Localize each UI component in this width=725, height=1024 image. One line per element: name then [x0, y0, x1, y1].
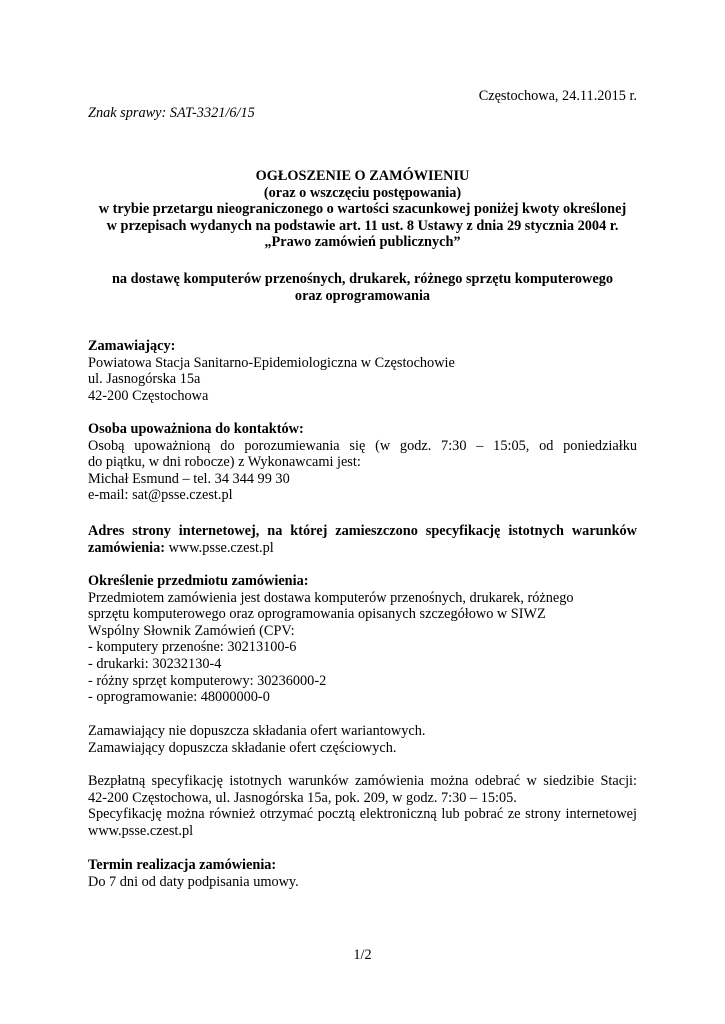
document-title	[88, 168, 637, 251]
deadline-text: Do 7 dni od daty podpisania umowy.	[88, 873, 299, 890]
contact-line-1: Osobą upoważnioną do porozumiewania się (w godz. 7:30 – 15:05, od poniedziałku	[88, 437, 637, 454]
subject-line-2: oraz oprogramowania	[294, 287, 431, 304]
deadline-heading: Termin realizacja zamówienia:	[88, 857, 277, 873]
website-section	[88, 523, 637, 556]
offers-line-2: Zamawiający dopuszcza składanie ofert częściowych.	[88, 739, 397, 756]
cpv-intro: Wspólny Słownik Zamówień (CPV:	[88, 622, 295, 639]
object-line-1: Przedmiotem zamówienia jest dostawa komputerów przenośnych, drukarek, różnego	[88, 589, 574, 606]
offers-line-1: Zamawiający nie dopuszcza składania ofert wariantowych.	[88, 723, 426, 739]
contracting-section	[88, 338, 637, 404]
cpv-item: - różny sprzęt komputerowy: 30236000-2	[88, 672, 327, 689]
object-heading: Określenie przedmiotu zamówienia:	[88, 573, 309, 589]
spec-section	[88, 773, 637, 839]
contracting-heading: Zamawiający:	[88, 338, 176, 354]
website-url: www.psse.czest.pl	[165, 539, 274, 556]
website-line-2	[88, 540, 637, 557]
contact-heading: Osoba upoważniona do kontaktów:	[88, 421, 304, 437]
subject-line-1: na dostawę komputerów przenośnych, drukarek, różnego sprzętu komputerowego	[111, 271, 614, 287]
contact-email: e-mail: sat@psse.czest.pl	[88, 487, 233, 504]
contact-section	[88, 421, 637, 504]
contracting-name: Powiatowa Stacja Sanitarno-Epidemiologiczna w Częstochowie	[88, 354, 455, 371]
cpv-item: - drukarki: 30232130-4	[88, 655, 222, 672]
case-number: Znak sprawy: SAT-3321/6/15	[88, 105, 255, 121]
website-line-1: Adres strony internetowej, na której zamieszczono specyfikację istotnych warunków	[88, 523, 637, 539]
spec-line-3: Specyfikację można również otrzymać pocztą elektroniczną lub pobrać ze strony internetowej	[88, 806, 637, 823]
cpv-item: - oprogramowanie: 48000000-0	[88, 689, 270, 706]
order-subject	[88, 271, 637, 304]
page-number: 1/2	[353, 947, 372, 963]
spec-line-4: www.psse.czest.pl	[88, 822, 194, 839]
website-label: zamówienia:	[88, 539, 166, 556]
contact-line-2: do piątku, w dni robocze) z Wykonawcami jest:	[88, 454, 361, 471]
title-line-4: w przepisach wydanych na podstawie art. 11 ust. 8 Ustawy z dnia 29 stycznia 2004 r.	[106, 217, 619, 234]
title-line-1: OGŁOSZENIE O ZAMÓWIENIU	[255, 168, 470, 184]
deadline-section	[88, 857, 637, 890]
contracting-city: 42-200 Częstochowa	[88, 387, 209, 404]
place-date: Częstochowa, 24.11.2015 r.	[478, 88, 637, 104]
object-section	[88, 573, 637, 706]
spec-line-1: Bezpłatną specyfikację istotnych warunków zamówienia można odebrać w siedzibie Stacji:	[88, 773, 637, 789]
spec-line-2: 42-200 Częstochowa, ul. Jasnogórska 15a, pok. 209, w godz. 7:30 – 15:05.	[88, 789, 517, 806]
title-line-2: (oraz o wszczęciu postępowania)	[263, 184, 462, 201]
offers-section	[88, 723, 637, 756]
cpv-item: - komputery przenośne: 30213100-6	[88, 639, 297, 656]
title-line-3: w trybie przetargu nieograniczonego o wartości szacunkowej poniżej kwoty określonej	[98, 201, 627, 218]
title-line-5: „Prawo zamówień publicznych”	[264, 234, 461, 251]
object-line-2: sprzętu komputerowego oraz oprogramowania opisanych szczegółowo w SIWZ	[88, 606, 546, 623]
contact-person: Michał Esmund – tel. 34 344 99 30	[88, 470, 290, 487]
contracting-street: ul. Jasnogórska 15a	[88, 371, 201, 388]
